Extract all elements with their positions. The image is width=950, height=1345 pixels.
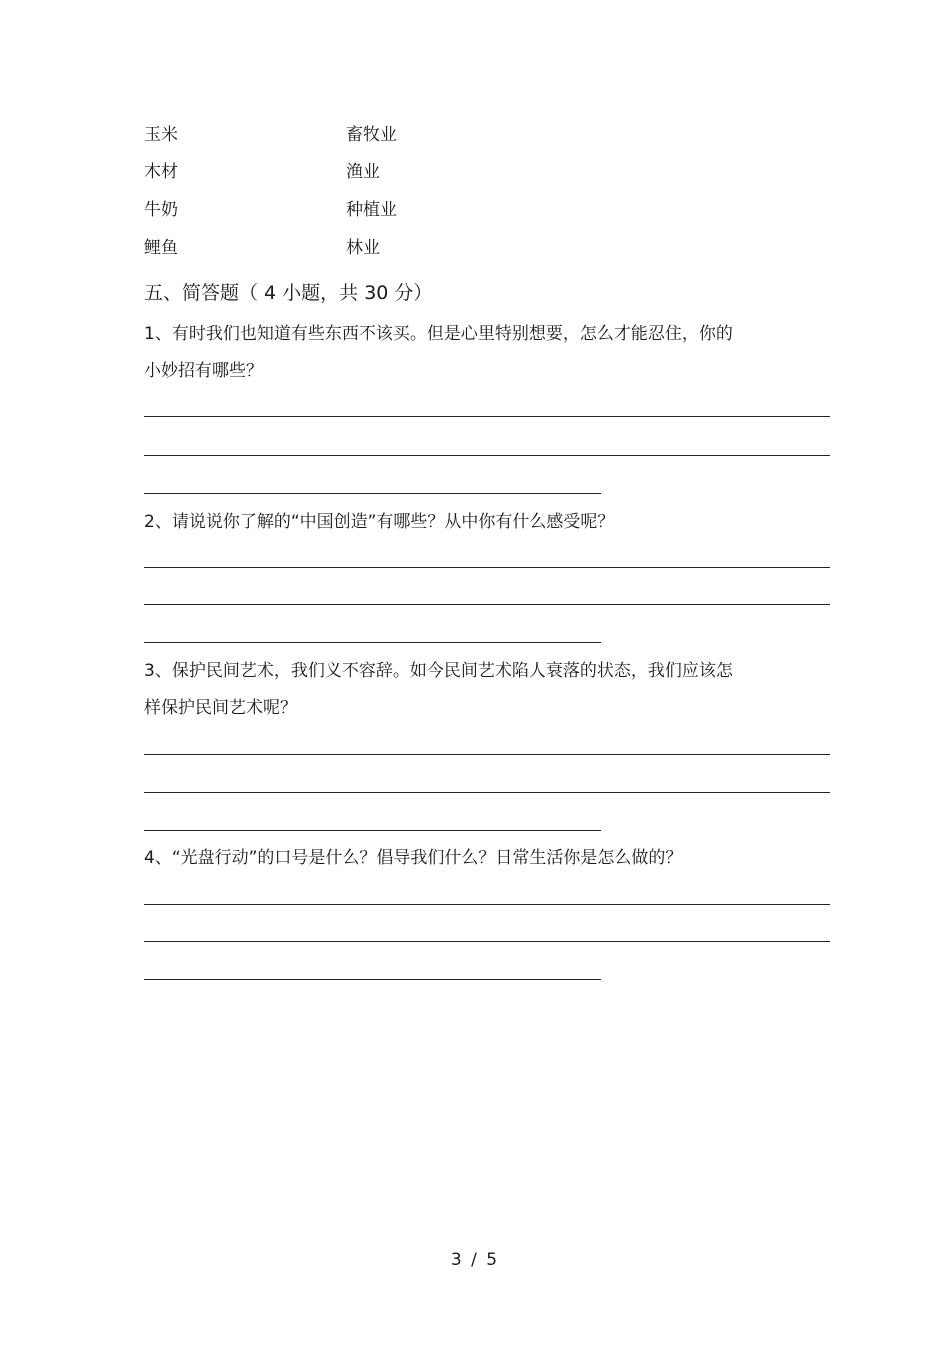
matching-item: 鲤鱼 xyxy=(144,238,178,258)
answer-line[interactable] xyxy=(144,455,830,456)
answer-line[interactable] xyxy=(144,604,830,605)
matching-row xyxy=(144,160,544,184)
matching-row xyxy=(144,236,544,260)
answer-line[interactable] xyxy=(144,754,830,755)
question-2 xyxy=(144,504,784,541)
answer-line[interactable] xyxy=(144,941,830,942)
answer-line[interactable] xyxy=(144,904,830,905)
question-text: 2、请说说你了解的“中国创造”有哪些？从中你有什么感受呢？ xyxy=(144,512,615,532)
answer-line[interactable] xyxy=(144,792,830,793)
question-text: 3、保护民间艺术，我们义不容辞。如今民间艺术陷人衰落的状态，我们应该怎 xyxy=(144,661,733,681)
matching-item: 牛奶 xyxy=(144,200,178,220)
question-1 xyxy=(144,316,784,390)
matching-row xyxy=(144,198,544,222)
matching-category: 种植业 xyxy=(346,200,397,220)
answer-line[interactable] xyxy=(144,493,601,494)
answer-line[interactable] xyxy=(144,830,601,831)
question-3 xyxy=(144,653,784,727)
question-text: 4、“光盘行动”的口号是什么？倡导我们什么？日常生活你是怎么做的？ xyxy=(144,848,683,868)
question-4 xyxy=(144,840,784,877)
answer-line[interactable] xyxy=(144,567,830,568)
matching-category: 渔业 xyxy=(346,162,380,182)
matching-category: 林业 xyxy=(346,238,380,258)
answer-line[interactable] xyxy=(144,642,601,643)
section-title: 五、简答题（ 4 小题，共 30 分） xyxy=(144,282,433,304)
answer-line[interactable] xyxy=(144,416,830,417)
question-text: 1、有时我们也知道有些东西不该买。但是心里特别想要，怎么才能忍住，你的 xyxy=(144,324,733,344)
question-text: 样保护民间艺术呢？ xyxy=(144,698,297,718)
matching-item: 木材 xyxy=(144,162,178,182)
question-text: 小妙招有哪些？ xyxy=(144,361,263,381)
matching-item: 玉米 xyxy=(144,125,178,145)
answer-line[interactable] xyxy=(144,979,601,980)
matching-row xyxy=(144,123,544,147)
matching-category: 畜牧业 xyxy=(346,125,397,145)
page-number: 3 / 5 xyxy=(450,1250,500,1270)
